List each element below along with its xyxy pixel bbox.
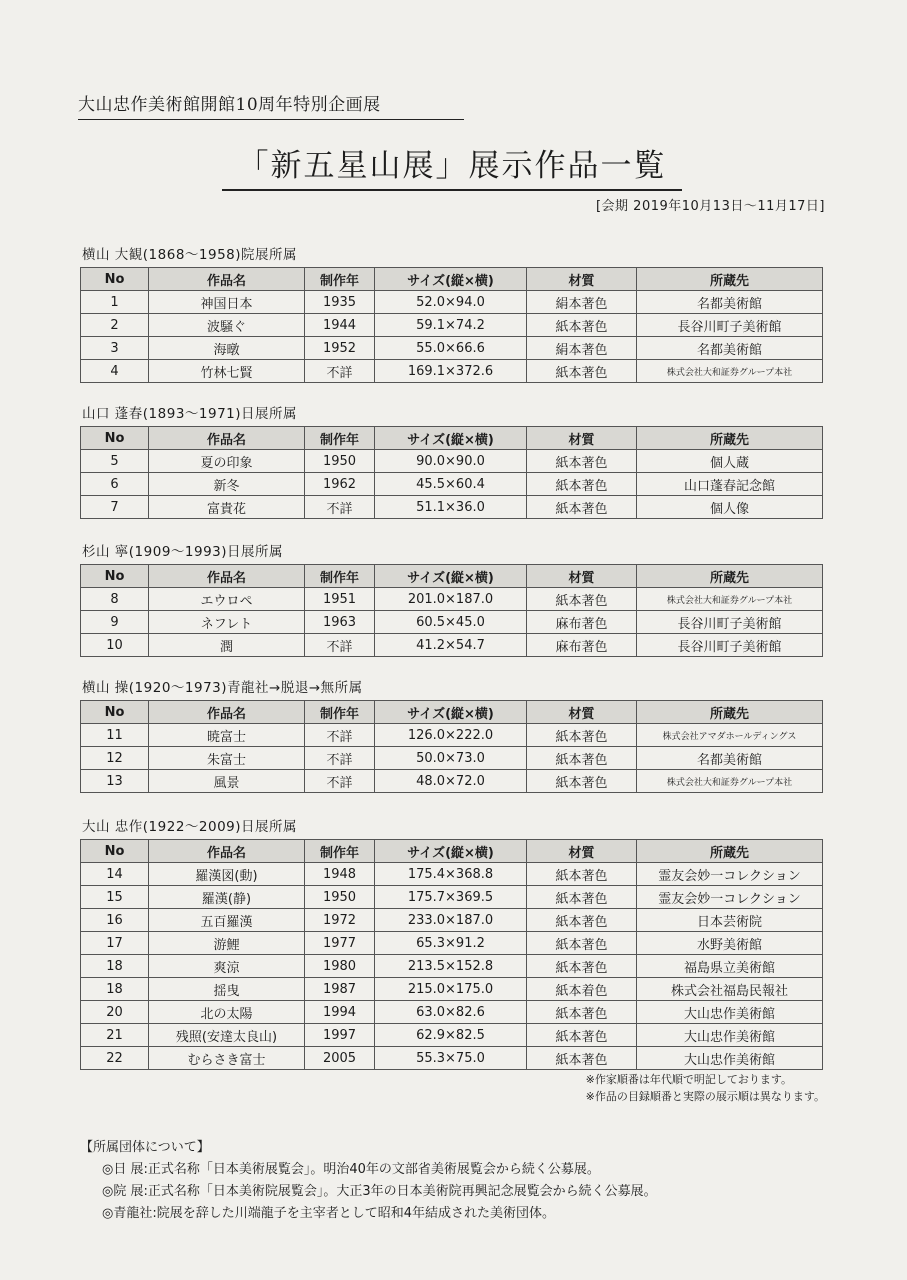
col-no: 17 (81, 932, 149, 955)
col-size: 90.0×90.0 (375, 450, 527, 473)
col-title: 海暾 (149, 337, 305, 360)
artist-heading: 大山 忠作(1922〜2009)日展所属 (82, 819, 298, 835)
col-title: 暁富士 (149, 724, 305, 747)
col-size: 62.9×82.5 (375, 1024, 527, 1047)
table-row (81, 634, 823, 657)
table-row (81, 450, 823, 473)
col-material: 紙本著色 (527, 1001, 637, 1024)
col-no: 16 (81, 909, 149, 932)
col-year: 不詳 (305, 496, 375, 519)
col-year: 不詳 (305, 360, 375, 383)
header-col-collection: 所蔵先 (637, 565, 823, 588)
col-year: 1952 (305, 337, 375, 360)
table-row (81, 724, 823, 747)
col-material: 麻布著色 (527, 634, 637, 657)
table-row (81, 1024, 823, 1047)
table-row (81, 337, 823, 360)
col-size: 126.0×222.0 (375, 724, 527, 747)
col-collection: 株式会社大和証券グループ本社 (637, 360, 823, 383)
col-title: 新冬 (149, 473, 305, 496)
table-row (81, 588, 823, 611)
table-header-row (81, 427, 823, 450)
table-row (81, 611, 823, 634)
col-collection: 株式会社大和証券グループ本社 (637, 588, 823, 611)
col-collection: 日本芸術院 (637, 909, 823, 932)
header-col-no: No (81, 840, 149, 863)
header-col-no: No (81, 268, 149, 291)
col-title: 波騒ぐ (149, 314, 305, 337)
col-material: 紙本著色 (527, 932, 637, 955)
col-collection: 福島県立美術館 (637, 955, 823, 978)
col-size: 55.3×75.0 (375, 1047, 527, 1070)
header-col-no: No (81, 701, 149, 724)
col-no: 10 (81, 634, 149, 657)
col-collection: 株式会社アマダホールディングス (637, 724, 823, 747)
col-no: 11 (81, 724, 149, 747)
header-col-title: 作品名 (149, 268, 305, 291)
col-year: 1980 (305, 955, 375, 978)
col-material: 麻布著色 (527, 611, 637, 634)
col-title: 潤 (149, 634, 305, 657)
col-size: 41.2×54.7 (375, 634, 527, 657)
table-row (81, 314, 823, 337)
col-collection: 名都美術館 (637, 337, 823, 360)
artist-section (80, 540, 822, 657)
col-no: 8 (81, 588, 149, 611)
affiliation-item: ◎青龍社:院展を辞した川端龍子を主宰者として昭和4年結成された美術団体。 (102, 1206, 555, 1221)
header-col-material: 材質 (527, 840, 637, 863)
col-title: 竹林七賢 (149, 360, 305, 383)
works-table (80, 426, 823, 519)
col-material: 紙本著色 (527, 450, 637, 473)
col-collection: 長谷川町子美術館 (637, 314, 823, 337)
col-no: 9 (81, 611, 149, 634)
col-material: 紙本著色 (527, 770, 637, 793)
col-size: 63.0×82.6 (375, 1001, 527, 1024)
col-material: 紙本著色 (527, 360, 637, 383)
col-size: 215.0×175.0 (375, 978, 527, 1001)
col-size: 55.0×66.6 (375, 337, 527, 360)
header-col-year: 制作年 (305, 427, 375, 450)
col-collection: 長谷川町子美術館 (637, 634, 823, 657)
col-no: 2 (81, 314, 149, 337)
order-notes (586, 1071, 825, 1105)
col-no: 6 (81, 473, 149, 496)
col-size: 175.4×368.8 (375, 863, 527, 886)
col-year: 1997 (305, 1024, 375, 1047)
col-year: 1963 (305, 611, 375, 634)
table-header-row (81, 701, 823, 724)
col-material: 紙本著色 (527, 863, 637, 886)
header-col-material: 材質 (527, 268, 637, 291)
artist-heading: 杉山 寧(1909〜1993)日展所属 (82, 544, 284, 560)
col-title: 北の太陽 (149, 1001, 305, 1024)
note-line: ※作品の目録順番と実際の展示順は異なります。 (585, 1090, 825, 1103)
col-material: 紙本著色 (527, 747, 637, 770)
col-size: 60.5×45.0 (375, 611, 527, 634)
col-year: 不詳 (305, 770, 375, 793)
artist-heading: 山口 蓬春(1893〜1971)日展所属 (82, 406, 298, 422)
col-no: 20 (81, 1001, 149, 1024)
col-collection: 霊友会妙一コレクション (637, 863, 823, 886)
col-material: 絹本著色 (527, 337, 637, 360)
col-year: 1950 (305, 450, 375, 473)
col-year: 2005 (305, 1047, 375, 1070)
col-no: 18 (81, 978, 149, 1001)
header-col-collection: 所蔵先 (637, 427, 823, 450)
col-collection: 名都美術館 (637, 747, 823, 770)
artist-section (80, 676, 822, 793)
col-collection: 霊友会妙一コレクション (637, 886, 823, 909)
col-size: 65.3×91.2 (375, 932, 527, 955)
col-size: 59.1×74.2 (375, 314, 527, 337)
col-no: 21 (81, 1024, 149, 1047)
exhibition-period: [会期 2019年10月13日〜11月17日] (595, 199, 825, 214)
col-size: 175.7×369.5 (375, 886, 527, 909)
col-material: 紙本著色 (527, 588, 637, 611)
header-col-no: No (81, 427, 149, 450)
table-row (81, 978, 823, 1001)
header-col-size: サイズ(縦×横) (375, 701, 527, 724)
col-size: 52.0×94.0 (375, 291, 527, 314)
artist-heading: 横山 操(1920〜1973)青龍社→脱退→無所属 (82, 680, 363, 696)
col-material: 紙本著色 (527, 955, 637, 978)
artist-section (80, 402, 822, 519)
table-header-row (81, 268, 823, 291)
header-col-year: 制作年 (305, 840, 375, 863)
col-title: 羅漢図(動) (149, 863, 305, 886)
col-no: 15 (81, 886, 149, 909)
col-material: 紙本著色 (527, 724, 637, 747)
col-title: 揺曳 (149, 978, 305, 1001)
table-header-row (81, 840, 823, 863)
header-col-size: サイズ(縦×横) (375, 427, 527, 450)
col-no: 3 (81, 337, 149, 360)
col-size: 45.5×60.4 (375, 473, 527, 496)
col-collection: 株式会社大和証券グループ本社 (637, 770, 823, 793)
table-row (81, 496, 823, 519)
table-row (81, 1001, 823, 1024)
note-line: ※作家順番は年代順で明記しております。 (585, 1073, 792, 1086)
header-col-title: 作品名 (149, 427, 305, 450)
col-title: 五百羅漢 (149, 909, 305, 932)
col-material: 紙本著色 (527, 314, 637, 337)
col-collection: 名都美術館 (637, 291, 823, 314)
col-year: 1977 (305, 932, 375, 955)
col-no: 4 (81, 360, 149, 383)
col-material: 紙本著色 (527, 496, 637, 519)
header-col-collection: 所蔵先 (637, 840, 823, 863)
col-year: 1962 (305, 473, 375, 496)
affiliation-title: 【所属団体について】 (80, 1140, 210, 1155)
table-row (81, 955, 823, 978)
col-size: 50.0×73.0 (375, 747, 527, 770)
col-title: 夏の印象 (149, 450, 305, 473)
header-col-size: サイズ(縦×横) (375, 268, 527, 291)
table-row (81, 1047, 823, 1070)
col-no: 22 (81, 1047, 149, 1070)
header-col-year: 制作年 (305, 701, 375, 724)
col-collection: 水野美術館 (637, 932, 823, 955)
col-collection: 長谷川町子美術館 (637, 611, 823, 634)
col-title: 爽涼 (149, 955, 305, 978)
works-table (80, 839, 823, 1070)
page-title: 「新五星山展」展示作品一覧 (222, 140, 682, 191)
col-material: 絹本著色 (527, 291, 637, 314)
col-title: エウロペ (149, 588, 305, 611)
col-material: 紙本着色 (527, 978, 637, 1001)
artist-section (80, 243, 822, 383)
col-no: 14 (81, 863, 149, 886)
table-header-row (81, 565, 823, 588)
table-row (81, 473, 823, 496)
table-row (81, 932, 823, 955)
col-collection: 大山忠作美術館 (637, 1047, 823, 1070)
col-year: 1987 (305, 978, 375, 1001)
col-title: 游鯉 (149, 932, 305, 955)
col-title: 朱富士 (149, 747, 305, 770)
col-material: 紙本著色 (527, 886, 637, 909)
col-collection: 大山忠作美術館 (637, 1001, 823, 1024)
col-collection: 大山忠作美術館 (637, 1024, 823, 1047)
col-collection: 株式会社福島民報社 (637, 978, 823, 1001)
col-material: 紙本著色 (527, 473, 637, 496)
col-no: 12 (81, 747, 149, 770)
col-size: 233.0×187.0 (375, 909, 527, 932)
table-row (81, 886, 823, 909)
col-material: 紙本著色 (527, 909, 637, 932)
header-col-size: サイズ(縦×横) (375, 840, 527, 863)
header-col-year: 制作年 (305, 268, 375, 291)
table-row (81, 863, 823, 886)
col-no: 1 (81, 291, 149, 314)
exhibition-subtitle: 大山忠作美術館開館10周年特別企画展 (78, 90, 464, 120)
table-row (81, 360, 823, 383)
header-col-material: 材質 (527, 701, 637, 724)
header-col-title: 作品名 (149, 840, 305, 863)
col-size: 169.1×372.6 (375, 360, 527, 383)
col-year: 1935 (305, 291, 375, 314)
col-year: 不詳 (305, 724, 375, 747)
col-title: 風景 (149, 770, 305, 793)
col-collection: 山口蓬春記念館 (637, 473, 823, 496)
header-col-title: 作品名 (149, 701, 305, 724)
col-title: ネフレト (149, 611, 305, 634)
works-table (80, 267, 823, 383)
col-title: 羅漢(静) (149, 886, 305, 909)
col-title: むらさき富士 (149, 1047, 305, 1070)
col-no: 7 (81, 496, 149, 519)
col-title: 神国日本 (149, 291, 305, 314)
col-collection: 個人蔵 (637, 450, 823, 473)
col-no: 18 (81, 955, 149, 978)
works-table (80, 700, 823, 793)
table-row (81, 909, 823, 932)
header-col-size: サイズ(縦×横) (375, 565, 527, 588)
col-material: 紙本著色 (527, 1047, 637, 1070)
col-year: 1972 (305, 909, 375, 932)
col-size: 48.0×72.0 (375, 770, 527, 793)
col-size: 51.1×36.0 (375, 496, 527, 519)
col-year: 不詳 (305, 747, 375, 770)
header-col-year: 制作年 (305, 565, 375, 588)
affiliation-item: ◎日 展:正式名称「日本美術展覧会」。明治40年の文部省美術展覧会から続く公募展。 (102, 1162, 600, 1177)
col-year: 1951 (305, 588, 375, 611)
col-material: 紙本著色 (527, 1024, 637, 1047)
col-no: 13 (81, 770, 149, 793)
col-year: 1950 (305, 886, 375, 909)
header-col-no: No (81, 565, 149, 588)
header-col-title: 作品名 (149, 565, 305, 588)
col-size: 201.0×187.0 (375, 588, 527, 611)
col-no: 5 (81, 450, 149, 473)
artist-section (80, 815, 822, 1070)
col-size: 213.5×152.8 (375, 955, 527, 978)
artist-heading: 横山 大観(1868〜1958)院展所属 (82, 247, 298, 263)
header-col-material: 材質 (527, 427, 637, 450)
affiliation-notes (80, 1137, 840, 1225)
header-col-collection: 所蔵先 (637, 701, 823, 724)
col-year: 不詳 (305, 634, 375, 657)
table-row (81, 770, 823, 793)
header-col-collection: 所蔵先 (637, 268, 823, 291)
col-title: 富貴花 (149, 496, 305, 519)
col-year: 1948 (305, 863, 375, 886)
table-row (81, 747, 823, 770)
col-collection: 個人像 (637, 496, 823, 519)
col-year: 1994 (305, 1001, 375, 1024)
col-title: 残照(安達太良山) (149, 1024, 305, 1047)
col-year: 1944 (305, 314, 375, 337)
works-table (80, 564, 823, 657)
header-col-material: 材質 (527, 565, 637, 588)
table-row (81, 291, 823, 314)
affiliation-item: ◎院 展:正式名称「日本美術院展覧会」。大正3年の日本美術院再興記念展覧会から続く公募展。 (102, 1184, 657, 1199)
